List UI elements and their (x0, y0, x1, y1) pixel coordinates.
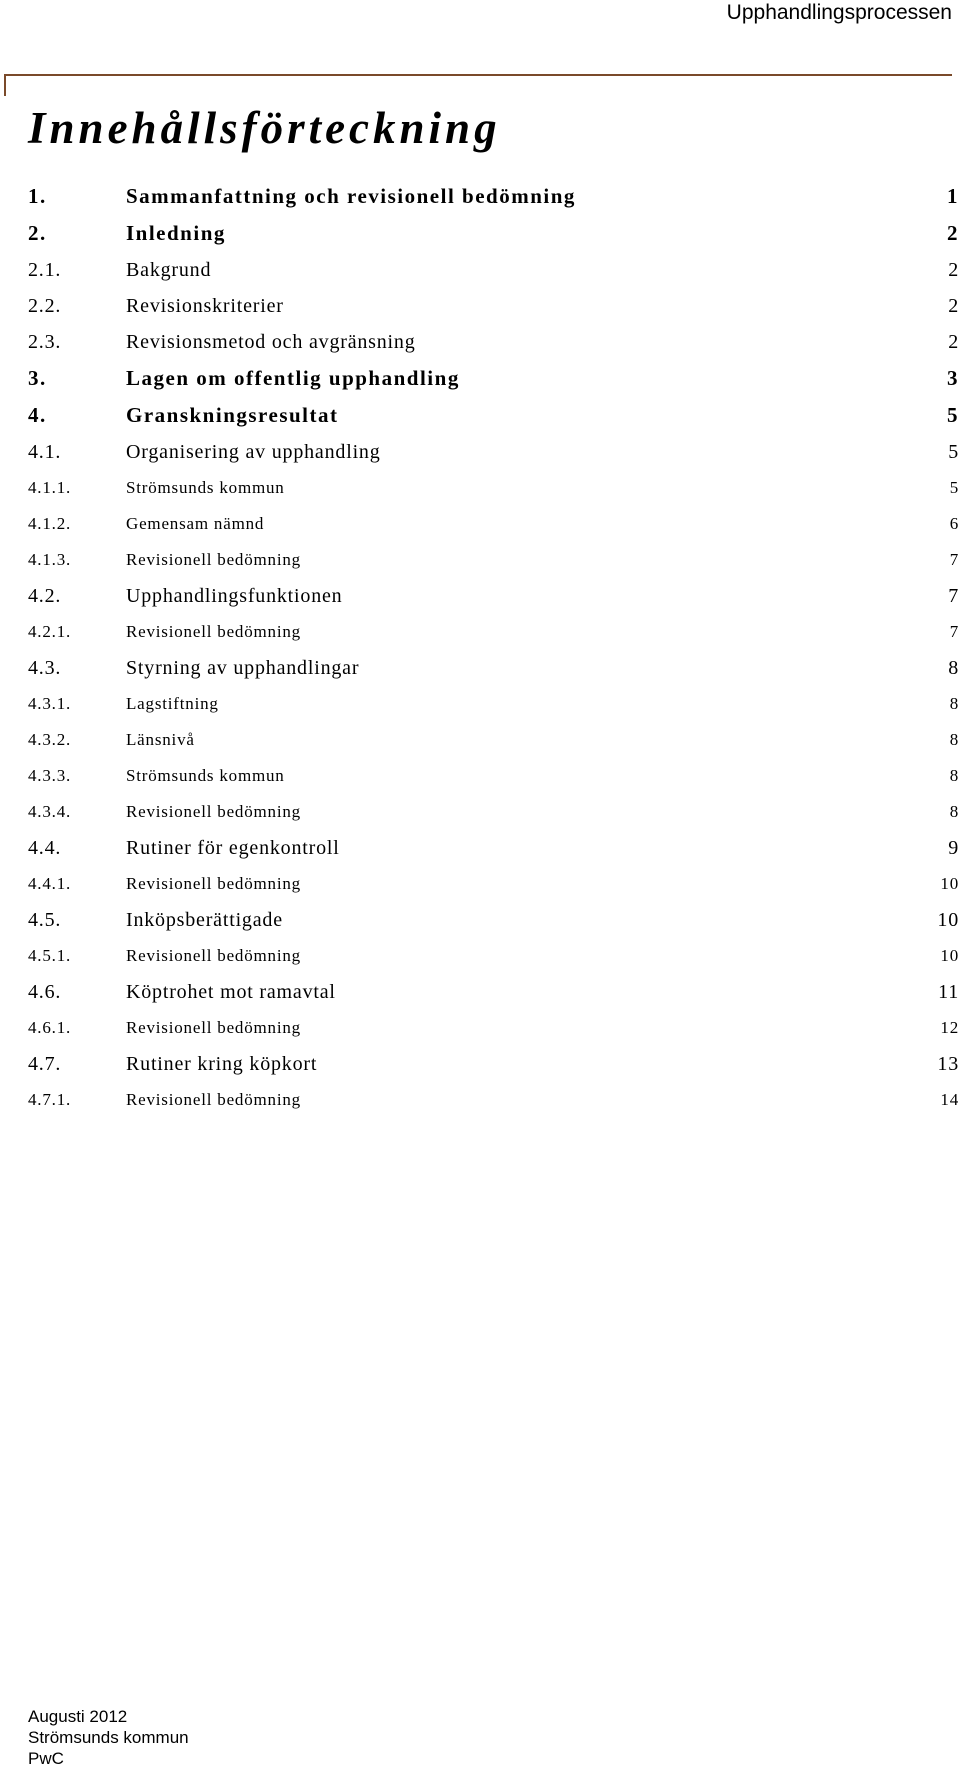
toc-entry-title: Revisionsmetod och avgränsning (126, 331, 416, 353)
toc-dot-leader (344, 584, 946, 604)
toc-entry-page: 2 (947, 221, 959, 245)
toc-entry-title: Inledning (126, 221, 226, 245)
toc-entry[interactable] (28, 902, 959, 938)
toc-dot-leader (578, 184, 945, 205)
toc-entry[interactable] (28, 1082, 959, 1118)
toc-entry-title: Revisionell bedömning (126, 622, 301, 641)
toc-entry-page: 12 (940, 1018, 959, 1037)
toc-entry-number: 4.3.3. (28, 766, 72, 785)
toc-dot-leader (303, 874, 938, 891)
toc-entry[interactable] (28, 686, 959, 722)
toc-entry-number: 4.1.1. (28, 478, 72, 497)
toc-dot-leader (266, 514, 947, 531)
toc-entry-title: Lagen om offentlig upphandling (126, 366, 460, 390)
toc-entry-number: 4. (28, 403, 47, 427)
toc-entry-number: 2.1. (28, 259, 62, 281)
toc-entry-title: Gemensam nämnd (126, 514, 265, 533)
toc-dot-leader (418, 330, 947, 350)
toc-dot-leader (342, 836, 947, 856)
toc-dot-leader (285, 908, 936, 928)
toc-entry[interactable] (28, 1046, 959, 1082)
toc-entry-title: Bakgrund (126, 259, 212, 281)
toc-entry-title: Strömsunds kommun (126, 478, 285, 497)
toc-dot-leader (221, 694, 948, 711)
toc-entry-number: 1. (28, 184, 47, 208)
toc-entry-number: 4.2.1. (28, 622, 72, 641)
toc-entry-number: 4.7.1. (28, 1090, 72, 1109)
toc-entry-title: Köptrohet mot ramavtal (126, 981, 336, 1003)
toc-entry-title: Revisionell bedömning (126, 874, 301, 893)
toc-entry[interactable] (28, 324, 959, 360)
footer-organization: Strömsunds kommun (28, 1728, 189, 1747)
toc-entry-number: 4.1. (28, 441, 62, 463)
header-frame-line (4, 74, 952, 96)
footer-date: Augusti 2012 (28, 1707, 128, 1726)
toc-entry-title: Sammanfattning och revisionell bedömning (126, 184, 576, 208)
toc-entry-number: 3. (28, 366, 47, 390)
toc-entry-title: Granskningsresultat (126, 403, 339, 427)
toc-dot-leader (287, 766, 948, 783)
toc-entry-number: 4.5. (28, 909, 62, 931)
toc-entry-number: 4.1.3. (28, 550, 72, 569)
toc-entry[interactable] (28, 722, 959, 758)
toc-entry-title: Länsnivå (126, 730, 195, 749)
toc-dot-leader (287, 478, 948, 495)
toc-entry-page: 2 (948, 259, 959, 281)
toc-entry-page: 1 (947, 184, 959, 208)
toc-entry-page: 5 (948, 441, 959, 463)
toc-dot-leader (303, 1090, 938, 1107)
toc-entry-page: 10 (940, 946, 959, 965)
toc-entry-title: Revisionskriterier (126, 295, 284, 317)
toc-entry-number: 4.5.1. (28, 946, 72, 965)
toc-entry-number: 4.3.4. (28, 802, 72, 821)
toc-dot-leader (197, 730, 948, 747)
toc-entry[interactable] (28, 506, 959, 542)
toc-entry-page: 2 (948, 295, 959, 317)
toc-entry[interactable] (28, 974, 959, 1010)
toc-dot-leader (462, 366, 945, 387)
toc-entry[interactable] (28, 830, 959, 866)
toc-dot-leader (228, 221, 945, 242)
toc-entry[interactable] (28, 614, 959, 650)
toc-dot-leader (319, 1052, 935, 1072)
toc-dot-leader (303, 946, 938, 963)
toc-entry-title: Strömsunds kommun (126, 766, 285, 785)
toc-entry-page: 8 (949, 694, 959, 713)
toc-dot-leader (303, 802, 948, 819)
page-header-title: Upphandlingsprocessen (726, 1, 952, 24)
toc-entry[interactable] (28, 470, 959, 506)
toc-entry[interactable] (28, 215, 959, 252)
toc-entry-number: 4.3. (28, 657, 62, 679)
toc-dot-leader (338, 980, 936, 1000)
toc-entry-title: Revisionell bedömning (126, 550, 301, 569)
toc-entry-page: 8 (948, 657, 959, 679)
toc-entry[interactable] (28, 397, 959, 434)
toc-entry[interactable] (28, 578, 959, 614)
toc-entry[interactable] (28, 542, 959, 578)
toc-entry-page: 3 (947, 366, 959, 390)
toc-dot-leader (341, 403, 946, 424)
toc-entry[interactable] (28, 178, 959, 215)
toc-entry-number: 4.3.1. (28, 694, 72, 713)
toc-entry-title: Rutiner för egenkontroll (126, 837, 340, 859)
toc-entry-title: Revisionell bedömning (126, 1090, 301, 1109)
toc-entry-title: Revisionell bedömning (126, 802, 301, 821)
toc-entry-title: Styrning av upphandlingar (126, 657, 360, 679)
toc-entry-page: 11 (938, 981, 959, 1003)
toc-entry-page: 9 (948, 837, 959, 859)
toc-entry-page: 10 (940, 874, 959, 893)
toc-dot-leader (383, 440, 947, 460)
toc-entry-page: 14 (940, 1090, 959, 1109)
table-of-contents (28, 178, 959, 1118)
toc-entry-number: 4.7. (28, 1053, 62, 1075)
toc-entry-title: Lagstiftning (126, 694, 219, 713)
page-footer (28, 1706, 189, 1769)
toc-entry-title: Inköpsberättigade (126, 909, 283, 931)
toc-entry[interactable] (28, 866, 959, 902)
toc-entry-page: 2 (948, 331, 959, 353)
toc-entry-page: 8 (949, 802, 959, 821)
toc-entry-page: 5 (949, 478, 959, 497)
toc-entry-page: 13 (937, 1053, 959, 1075)
toc-dot-leader (213, 258, 946, 278)
toc-entry-number: 4.2. (28, 585, 62, 607)
toc-entry-page: 6 (949, 514, 959, 533)
toc-entry[interactable] (28, 794, 959, 830)
toc-entry-page: 7 (949, 550, 959, 569)
toc-entry-number: 2.3. (28, 331, 62, 353)
toc-entry-page: 10 (937, 909, 959, 931)
toc-entry-page: 7 (949, 622, 959, 641)
toc-entry[interactable] (28, 360, 959, 397)
toc-entry-page: 8 (949, 766, 959, 785)
toc-entry[interactable] (28, 1010, 959, 1046)
toc-entry-number: 4.6. (28, 981, 62, 1003)
toc-dot-leader (286, 294, 946, 314)
toc-entry-page: 8 (949, 730, 959, 749)
toc-entry-number: 4.3.2. (28, 730, 72, 749)
toc-dot-leader (303, 1018, 938, 1035)
toc-entry-number: 2. (28, 221, 47, 245)
toc-entry[interactable] (28, 758, 959, 794)
toc-entry-number: 2.2. (28, 295, 62, 317)
toc-heading: Innehållsförteckning (28, 103, 501, 153)
toc-entry-number: 4.4. (28, 837, 62, 859)
toc-entry-page: 5 (947, 403, 959, 427)
toc-entry[interactable] (28, 938, 959, 974)
toc-entry[interactable] (28, 434, 959, 470)
toc-entry-number: 4.6.1. (28, 1018, 72, 1037)
toc-dot-leader (361, 656, 946, 676)
toc-dot-leader (303, 622, 948, 639)
toc-entry-title: Rutiner kring köpkort (126, 1053, 318, 1075)
toc-entry[interactable] (28, 252, 959, 288)
toc-entry-title: Revisionell bedömning (126, 1018, 301, 1037)
toc-entry-title: Upphandlingsfunktionen (126, 585, 343, 607)
toc-entry-page: 7 (948, 585, 959, 607)
toc-entry[interactable] (28, 650, 959, 686)
toc-entry[interactable] (28, 288, 959, 324)
footer-company: PwC (28, 1749, 64, 1768)
toc-entry-title: Revisionell bedömning (126, 946, 301, 965)
toc-entry-number: 4.1.2. (28, 514, 72, 533)
toc-entry-number: 4.4.1. (28, 874, 72, 893)
toc-dot-leader (303, 550, 948, 567)
toc-entry-title: Organisering av upphandling (126, 441, 381, 463)
